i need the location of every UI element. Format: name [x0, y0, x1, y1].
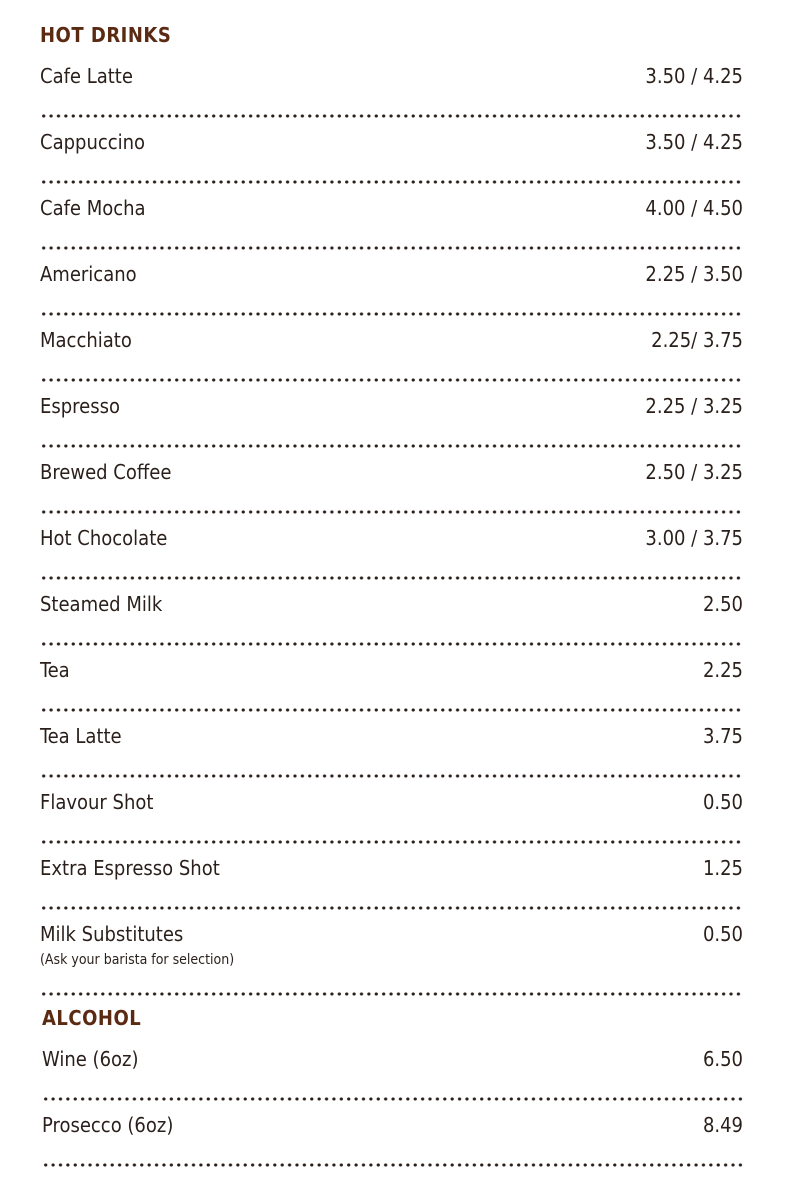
- dotted-divider: [40, 840, 743, 844]
- item-name: Flavour Shot: [40, 790, 154, 814]
- item-price: 4.00 / 4.50: [645, 196, 743, 220]
- menu-item-espresso: [0, 392, 785, 458]
- item-name: Extra Espresso Shot: [40, 856, 220, 880]
- item-price: 2.25 / 3.25: [645, 394, 743, 418]
- hot-drinks-list: [0, 62, 785, 986]
- dotted-divider: [40, 246, 743, 250]
- item-price: 2.25 / 3.50: [645, 262, 743, 286]
- menu-item-cafe-latte: [0, 62, 785, 128]
- item-price: 8.49: [702, 1113, 743, 1137]
- menu-item-americano: [0, 260, 785, 326]
- dotted-divider: [40, 312, 743, 316]
- item-name: Prosecco (6oz): [42, 1113, 174, 1137]
- menu-item-extra-espresso-shot: [0, 854, 785, 920]
- dotted-divider: [40, 906, 743, 910]
- dotted-divider: [40, 708, 743, 712]
- item-price: 2.50: [702, 592, 743, 616]
- item-name: Cafe Latte: [40, 64, 133, 88]
- item-price: 2.25: [702, 658, 743, 682]
- menu-item-macchiato: [0, 326, 785, 392]
- item-name: Cafe Mocha: [40, 196, 146, 220]
- dotted-divider: [40, 992, 743, 996]
- item-price: 6.50: [702, 1047, 743, 1071]
- item-name: Milk Substitutes: [40, 922, 184, 946]
- dotted-divider: [40, 444, 743, 448]
- menu-item-tea: [0, 656, 785, 722]
- item-price: 2.50 / 3.25: [645, 460, 743, 484]
- dotted-divider: [40, 180, 743, 184]
- menu-item-cafe-mocha: [0, 194, 785, 260]
- item-name: Steamed Milk: [40, 592, 163, 616]
- section-title-hot-drinks: HOT DRINKS: [40, 23, 172, 47]
- menu-item-tea-latte: [0, 722, 785, 788]
- item-name: Hot Chocolate: [40, 526, 168, 550]
- item-name: Macchiato: [40, 328, 132, 352]
- menu-item-brewed-coffee: [0, 458, 785, 524]
- dotted-divider: [42, 1097, 743, 1101]
- item-note: (Ask your barista for selection): [40, 952, 235, 968]
- item-price: 3.00 / 3.75: [645, 526, 743, 550]
- menu-item-milk-substitutes: [0, 920, 785, 986]
- item-name: Americano: [40, 262, 137, 286]
- dotted-divider: [40, 114, 743, 118]
- item-price: 3.50 / 4.25: [645, 64, 743, 88]
- dotted-divider: [42, 1163, 743, 1167]
- menu-item-cappuccino: [0, 128, 785, 194]
- dotted-divider: [40, 774, 743, 778]
- item-name: Espresso: [40, 394, 120, 418]
- menu-item-steamed-milk: [0, 590, 785, 656]
- menu-item-flavour-shot: [0, 788, 785, 854]
- dotted-divider: [40, 378, 743, 382]
- alcohol-list: [0, 1045, 785, 1177]
- item-name: Brewed Coffee: [40, 460, 172, 484]
- menu-item-wine: [0, 1045, 785, 1111]
- item-price: 0.50: [702, 790, 743, 814]
- dotted-divider: [40, 510, 743, 514]
- item-price: 3.75: [702, 724, 743, 748]
- item-price: 3.50 / 4.25: [645, 130, 743, 154]
- dotted-divider: [40, 642, 743, 646]
- dotted-divider: [40, 576, 743, 580]
- menu-item-prosecco: [0, 1111, 785, 1177]
- item-price: 2.25/ 3.75: [651, 328, 743, 352]
- menu-item-hot-chocolate: [0, 524, 785, 590]
- item-name: Tea Latte: [40, 724, 122, 748]
- section-title-alcohol: ALCOHOL: [42, 1006, 142, 1030]
- item-name: Wine (6oz): [42, 1047, 139, 1071]
- item-name: Cappuccino: [40, 130, 146, 154]
- item-name: Tea: [40, 658, 70, 682]
- item-price: 1.25: [702, 856, 743, 880]
- item-price: 0.50: [702, 922, 743, 946]
